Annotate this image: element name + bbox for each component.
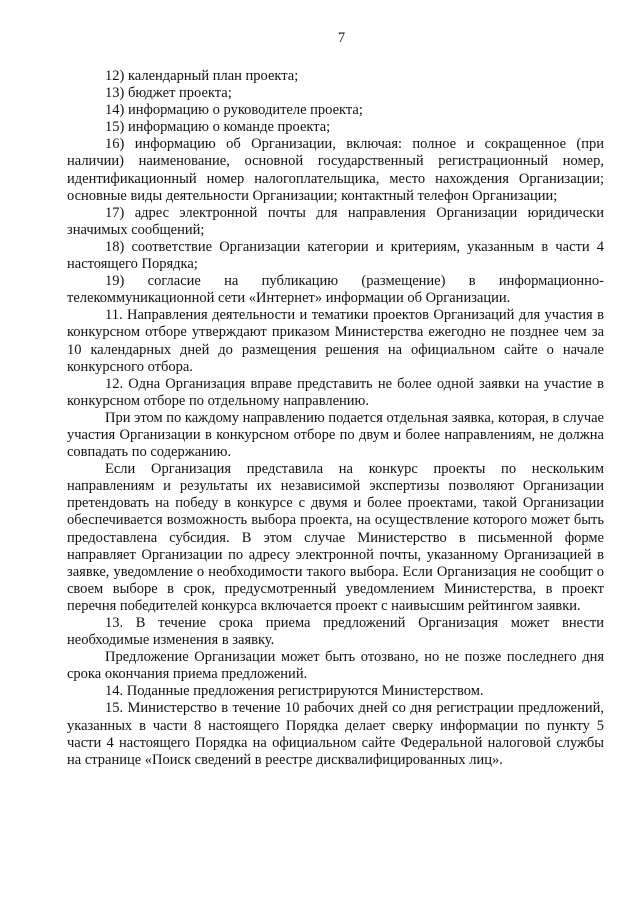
clause-14: 14. Поданные предложения регистрируются Министерством. <box>105 683 484 700</box>
page-number: 7 <box>337 30 346 46</box>
clause-15: 15. Министерство в течение 10 рабочих дней со дня регистрации предложений, указанных в части 8 настоящего Порядка делает сверку информации по пункту 5 части 4 настоящего Порядка на официальном сайте Федеральной налоговой службы на странице «Поиск сведений в реестре дисквалифицированных лиц». <box>67 700 604 768</box>
clause-11: 11. Направления деятельности и тематики проектов Организаций для участия в конкурсном отборе утверждают приказом Министерства ежегодно не позднее чем за 10 календарных дней до размещения решения на официальном сайте о начале конкурсного отбора. <box>67 307 604 375</box>
clause-12: 12. Одна Организация вправе представить не более одной заявки на участие в конкурсном отборе по отдельному направлению. <box>67 375 604 409</box>
list-item-manager-info: 14) информацию о руководителе проекта; <box>105 102 363 119</box>
list-item-email: 17) адрес электронной почты для направления Организации юридически значимых сообщений; <box>67 204 604 238</box>
list-item-criteria: 18) соответствие Организации категории и критериям, указанным в части 4 настоящего Порядка; <box>67 238 604 273</box>
list-item-team-info: 15) информацию о команде проекта; <box>105 119 331 136</box>
list-item-calendar-plan: 12) календарный план проекта; <box>105 68 299 84</box>
list-item-publication-consent: 19) согласие на публикацию (размещение) в информационно-телекоммуникационной сети «Интернет» информации об Организации. <box>67 273 604 307</box>
clause-13: 13. В течение срока приема предложений Организация может внести необходимые изменения в заявку. <box>67 615 604 649</box>
clause-12-separate-application: При этом по каждому направлению подается отдельная заявка, которая, в случае участия Организации в конкурсном отборе по двум и более направлениям, не должна совпадать по содержанию. <box>67 409 604 461</box>
clause-13-withdrawal: Предложение Организации может быть отозвано, но не позже последнего дня срока окончания приема предложений. <box>67 649 604 683</box>
list-item-budget: 13) бюджет проекта; <box>105 85 232 102</box>
list-item-organization-info: 16) информацию об Организации, включая: полное и сокращенное (при наличии) наименование, основной государственный регистрационный номер, идентификационный номер налогоплательщика, место нахождения Организации; основные виды деятельности Организации; контактный телефон Организации; <box>67 136 604 204</box>
clause-12-multiple-projects: Если Организация представила на конкурс проекты по нескольким направлениям и результаты их независимой экспертизы позволяют Организации претендовать на победу в конкурсе с двумя и более проектами, такой Организации обеспечивается возможность выбора проекта, на осуществление которого может быть предоставлена субсидия. В этом случае Министерство в письменной форме направляет Организации по адресу электронной почты, указанному Организацией в заявке, уведомление о необходимости такого выбора. Если Организация не сообщит о своем выборе в срок, предусмотренный уведомлением Министерства, в проект перечня победителей конкурса включается проект с наивысшим рейтингом заявки. <box>67 461 604 614</box>
